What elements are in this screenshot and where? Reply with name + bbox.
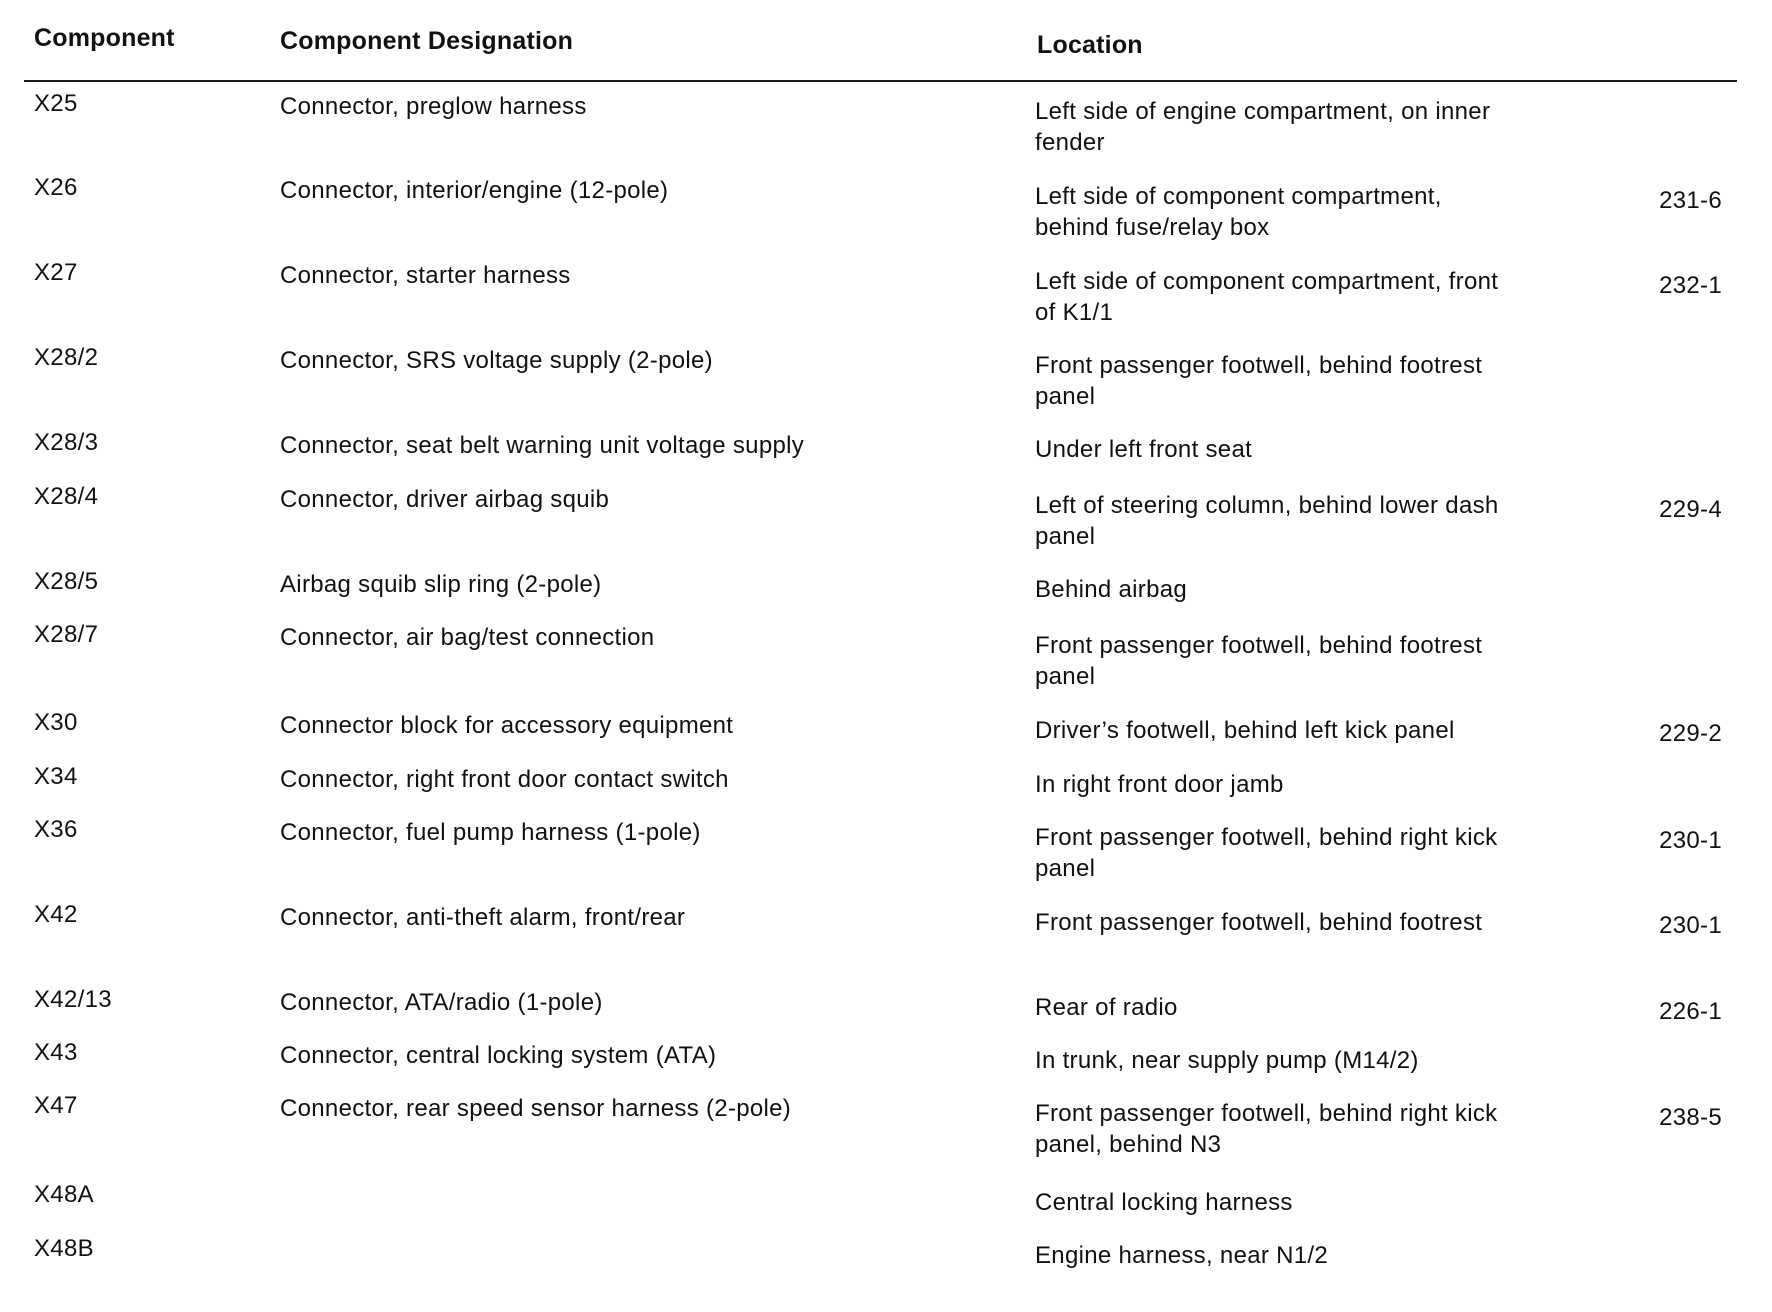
row-component: X30: [34, 709, 78, 736]
header-rule: [24, 80, 1737, 82]
row-designation: Connector block for accessory equipment: [280, 712, 734, 739]
row-designation: Airbag squib slip ring (2-pole): [280, 571, 602, 598]
row-location: Left of steering column, behind lower dash panel: [1035, 492, 1499, 550]
row-component: X28/5: [34, 568, 99, 595]
row-component: X28/4: [34, 483, 99, 510]
row-designation: Connector, interior/engine (12-pole): [280, 177, 669, 204]
row-ref: 230-1: [1659, 912, 1722, 939]
row-ref: 226-1: [1659, 998, 1722, 1025]
row-designation: Connector, driver airbag squib: [280, 486, 610, 513]
header-component: Component: [34, 24, 175, 52]
row-location: Front passenger footwell, behind footrest: [1035, 909, 1483, 936]
row-ref: 232-1: [1659, 272, 1722, 299]
row-ref: 229-2: [1659, 720, 1722, 747]
row-location: In trunk, near supply pump (M14/2): [1035, 1047, 1419, 1074]
row-location: Driver’s footwell, behind left kick panel: [1035, 717, 1455, 744]
row-location: Left side of component compartment, front of K1/1: [1035, 268, 1499, 326]
row-component: X43: [34, 1039, 78, 1066]
row-component: X48A: [34, 1181, 94, 1208]
row-ref: 230-1: [1659, 827, 1722, 854]
row-ref: 238-5: [1659, 1104, 1722, 1131]
row-location: Central locking harness: [1035, 1189, 1293, 1216]
row-location: Behind airbag: [1035, 576, 1188, 603]
row-designation: Connector, right front door contact switch: [280, 766, 729, 793]
row-component: X34: [34, 763, 78, 790]
row-designation: Connector, seat belt warning unit voltage supply: [280, 432, 805, 459]
row-location: Under left front seat: [1035, 436, 1253, 463]
row-component: X47: [34, 1092, 78, 1119]
row-designation: Connector, preglow harness: [280, 93, 587, 120]
row-component: X48B: [34, 1235, 94, 1262]
row-designation: Connector, fuel pump harness (1-pole): [280, 819, 701, 846]
row-component: X27: [34, 259, 78, 286]
header-component-designation: Component Designation: [280, 27, 574, 55]
row-ref: 231-6: [1659, 187, 1722, 214]
row-component: X28/2: [34, 344, 99, 371]
row-component: X42: [34, 901, 78, 928]
row-location: Front passenger footwell, behind right kick panel, behind N3: [1035, 1100, 1498, 1158]
header-location: Location: [1037, 31, 1143, 59]
row-component: X28/7: [34, 621, 99, 648]
row-location: In right front door jamb: [1035, 771, 1284, 798]
row-component: X42/13: [34, 986, 112, 1013]
row-location: Front passenger footwell, behind right kick panel: [1035, 824, 1498, 882]
row-designation: Connector, rear speed sensor harness (2-pole): [280, 1095, 792, 1122]
row-component: X26: [34, 174, 78, 201]
row-designation: Connector, air bag/test connection: [280, 624, 655, 651]
row-location: Engine harness, near N1/2: [1035, 1242, 1329, 1269]
row-location: Left side of component compartment, behind fuse/relay box: [1035, 183, 1442, 241]
row-location: Left side of engine compartment, on inner fender: [1035, 98, 1491, 156]
row-location: Front passenger footwell, behind footrest panel: [1035, 632, 1483, 690]
row-component: X25: [34, 90, 78, 117]
row-component: X36: [34, 816, 78, 843]
row-component: X28/3: [34, 429, 99, 456]
row-designation: Connector, ATA/radio (1-pole): [280, 989, 603, 1016]
row-designation: Connector, anti-theft alarm, front/rear: [280, 904, 686, 931]
row-designation: Connector, central locking system (ATA): [280, 1042, 717, 1069]
row-location: Rear of radio: [1035, 994, 1178, 1021]
row-ref: 229-4: [1659, 496, 1722, 523]
row-designation: Connector, SRS voltage supply (2-pole): [280, 347, 713, 374]
row-location: Front passenger footwell, behind footrest panel: [1035, 352, 1483, 410]
row-designation: Connector, starter harness: [280, 262, 571, 289]
